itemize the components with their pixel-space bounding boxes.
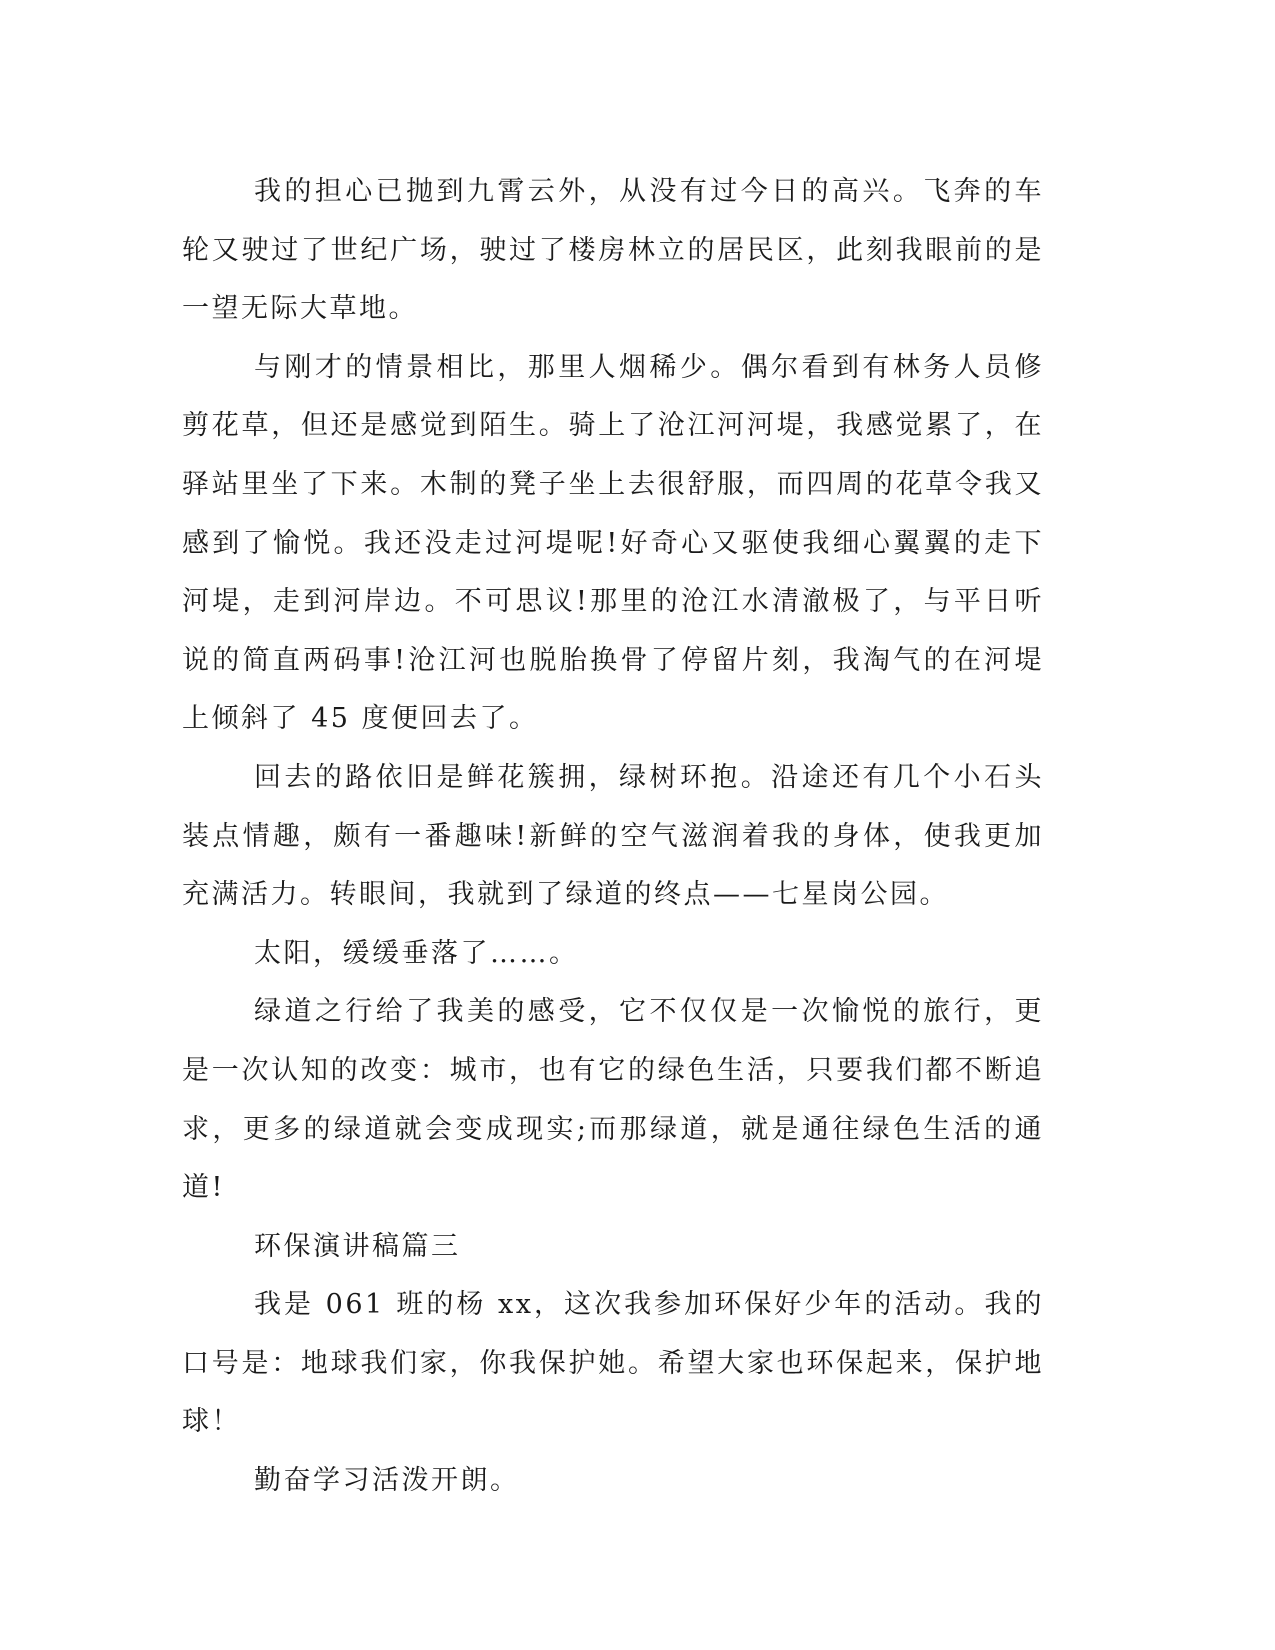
paragraph-1: 我的担心已抛到九霄云外，从没有过今日的高兴。飞奔的车轮又驶过了世纪广场，驶过了楼房林立的居民区，此刻我眼前的是一望无际大草地。 xyxy=(182,176,1044,325)
paragraph-7: 勤奋学习活泼开朗。 xyxy=(254,1465,520,1497)
paragraph-5: 绿道之行给了我美的感受，它不仅仅是一次愉悦的旅行，更是一次认知的改变：城市，也有它的绿色生活，只要我们都不断追求，更多的绿道就会变成现实;而那绿道，就是通往绿色生活的通道! xyxy=(182,996,1044,1204)
paragraph-3: 回去的路依旧是鲜花簇拥，绿树环抱。沿途还有几个小石头装点情趣，颇有一番趣味!新鲜的空气滋润着我的身体，使我更加充满活力。转眼间，我就到了绿道的终点——七星岗公园。 xyxy=(182,761,1044,911)
paragraph-2: 与刚才的情景相比，那里人烟稀少。偶尔看到有林务人员修剪花草，但还是感觉到陌生。骑上了沧江河河堤，我感觉累了，在驿站里坐了下来。木制的凳子坐上去很舒服，而四周的花草令我又感到了愉悦。我还没走过河堤呢!好奇心又驱使我细心翼翼的走下河堤，走到河岸边。不可思议!那里的沧江水清澈极了，与平日听说的简直两码事!沧江河也脱胎换骨了停留片刻，我淘气的在河堤上倾斜了 45 度便回去了。 xyxy=(182,351,1044,735)
section-heading: 环保演讲稿篇三 xyxy=(254,1230,461,1262)
paragraph-6: 我是 061 班的杨 xx，这次我参加环保好少年的活动。我的口号是：地球我们家，你我保护她。希望大家也环保起来，保护地球！ xyxy=(182,1289,1044,1438)
document-body xyxy=(182,163,1044,1511)
paragraph-4: 太阳，缓缓垂落了……。 xyxy=(254,937,579,969)
